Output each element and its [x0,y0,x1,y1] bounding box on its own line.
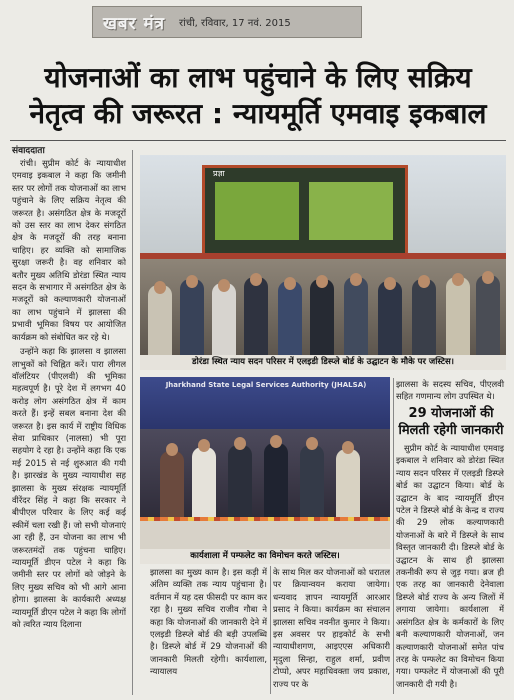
led-display-board [202,165,408,266]
headline-line-1: योजनाओं का लाभ पहुंचाने के लिए सक्रिय [44,61,472,94]
stage-area [140,429,390,521]
article-column-4 [396,442,504,692]
person-figure [278,281,302,355]
column-divider [393,378,394,694]
person-head [166,443,178,456]
masthead [92,6,362,38]
person-figure [160,451,184,521]
person-figure [244,277,268,355]
person-head [234,437,246,450]
masthead-title: खबर मंत्र [103,13,166,34]
person-figure [310,279,334,355]
person-head [350,273,362,286]
person-head [306,437,318,450]
headline-rule [10,140,506,141]
person-head [218,279,230,292]
photo-caption-2: कार्यशाला में पम्फलेट का विमोचन करते जस्टिस। [140,549,390,564]
person-figure [180,279,204,355]
person-head [250,273,262,286]
person-head [284,277,296,290]
person-head [198,439,210,452]
masthead-date: रांची, रविवार, 17 नवं. 2015 [179,18,291,29]
column-divider [132,150,133,695]
person-figure [476,275,500,355]
stage-front-table [140,521,390,549]
article-paragraph: सुप्रीम कोर्ट के न्यायाधीश एमवाइ इकबाल ने शनिवार को डोरंडा स्थित न्याय सदन परिसर में एलइडी डिस्प्ले बोर्ड का उद्घाटन किया। बोर्ड के उद्घाटन के बाद न्यायमूर्ति डीएन पटेल ने डिस्प्ले बोर्ड के केन्द्र व राज्य की 29 लोक कल्याणकारी योजनाओं के बारे में डिस्प्ले के साथ विस्तृत जानकारी दी। डिस्प्ले बोर्ड के उद्घाटन के साथ ही झालसा तकनीकी रूप से जुड़ गया। ब्रज ही एक तरह का जानकारी देनेवाला डिस्प्ले बोर्ड राज्य के अन्य जिलों में लगाया जायेगा। कार्यशाला में असंगठित क्षेत्र के कर्मकारों के लिए बनी कल्याणकारी योजनाओं, जन कल्याणकारी योजनाओं समेत पांच तरह के पम्फलेट का विमोचन किया गया। पम्फलेट में योजनाओं की पूरी जानकारी दी गयी है। [396,443,504,689]
person-figure [446,277,470,355]
person-figure [148,285,172,355]
person-figure [192,447,216,521]
article-paragraph: रांची। सुप्रीम कोर्ट के न्यायाधीश एमवाइ इकबाल ने कहा कि जमीनी स्तर पर लोगों तक योजनाओं का लाभ पहुंचाने के लिए सक्रिय नेतृत्व की जरूरत है। असंगठित क्षेत्र के मजदूरों को उस स्तर का लाभ देकर संगठित क्षेत्र के मजदूरों की तरह बनाना चाहिए। हर व्यक्ति को सामाजिक सुरक्षा जरूरी है। वह शनिवार को बतौर मुख्य अतिथि डोरंडा स्थित न्याय सदन के सभागार में असंगठित क्षेत्र के मजदूरों को कल्याणकारी योजनाओं का लाभ पहुंचाने में झालसा की प्रभावी भूमिका विषय पर आयोजित कार्यक्रम को संबोधित कर रहे थे। [12,158,126,342]
headline-line-2: नेतृत्व की जरूरत : न्यायमूर्ति एमवाइ इकबाल [29,97,487,130]
person-figure [300,445,324,521]
dignitaries-group [140,259,506,355]
person-figure [344,277,368,355]
photo-led-board-inauguration [140,155,506,355]
person-head [316,275,328,288]
person-head [452,273,464,286]
article-column-2 [150,566,267,694]
board-text: प्रज्ञा [213,169,225,178]
person-figure [336,449,360,521]
column-divider [270,566,271,694]
article-column-4-top: झालसा के सदस्य सचिव, पीएलवी सहित गणमान्य लोग उपस्थित थे। [396,379,504,402]
article-paragraph: के साथ मिल कर योजनाओं को धरातल पर क्रियान्वयन कराया जायेगा। धन्यवाद ज्ञापन न्यायमूर्ति आरआर प्रसाद ने किया। कार्यक्रम का संचालन झालसा सचिव नवनीत कुमार ने किया। इस अवसर पर हाइकोर्ट के सभी न्यायाधीशगण, आइएएस अधिकारी मृदुला सिन्हा, राहुल शर्मा, प्रवीण टोप्पो, अपर महाधिवक्ता जय प्रकाश, राज्य पर के [273,567,390,689]
person-head [186,275,198,288]
article-paragraph: उन्होंने कहा कि झालसा व झालसा लाभुकों को चिह्नित करें। पारा लीगल वॉलंटियर (पीएलवी) की भूमिका महत्वपूर्ण है। पूरे देश में लगभग 40 करोड़ लोग असंगठित क्षेत्र में काम करते हैं। इन्हें सबल बनाना देश की जरूरत है। इस कार्य में राष्ट्रीय विधिक सेवा प्राधिकार (नालसा) भी पूरा सहयोग दे रहा है। उन्होंने कहा कि एक मई 2015 से नई शुरुआत की गयी है। झारखंड के मुख्य न्यायाधीश सह झालसा के मुख्य संरक्षक न्यायमूर्ति वीरेंदर सिंह ने कहा कि सरकार ने बीपीएल परिवार के लिए कई कई स्कीमें चला रखी हैं। जो सभी योजनाएं आ रही हैं, उन योजना का लाभ भी जरूरतमंदों तक पहुंचना चाहिए। न्यायमूर्ति डीएन पटेल ने कहा कि जमीनी स्तर पर लोगों को जोड़ने के लिए मुख्य सचिव को भी आगे आना होगा। झालसा के कार्यकारी अध्यक्ष न्यायमूर्ति डीएन पटेल ने कहा कि लोगों को त्वरित न्याय दिलाना [12,346,126,630]
board-screen-left [215,182,299,240]
person-head [384,277,396,290]
headline [10,60,506,132]
person-head [342,441,354,454]
article-column-1 [12,157,126,692]
person-figure [212,283,236,355]
person-head [482,271,494,284]
person-head [270,435,282,448]
person-figure [412,279,436,355]
person-figure [264,443,288,521]
person-figure [378,281,402,355]
backdrop-text: Jharkhand State Legal Services Authority (JHALSA) [165,381,367,389]
article-column-3 [273,566,390,694]
article-paragraph: झालसा का मुख्य काम है। इस कड़ी में अंतिम व्यक्ति तक न्याय पहुंचाना है। वर्तमान में यह दस फीसदी पर काम कर रहा है। मुख्य सचिव राजीव गौबा ने कहा कि योजनाओं की जानकारी देने में एलइडी डिस्प्ले बोर्ड की बड़ी उपलब्धि है। डिस्प्ले बोर्ड में 29 योजनाओं की जानकारी मिलती रहेगी। कार्यशाला, न्यायालय [150,567,267,677]
board-screen-right [309,182,393,240]
photo-pamphlet-release [140,377,390,549]
person-head [154,281,166,294]
stage-backdrop-banner [140,377,390,429]
person-figure [228,445,252,521]
sub-headline: 29 योजनाओं की मिलती रहेगी जानकारी [398,406,504,438]
photo-caption-1: डोरंडा स्थित न्याय सदन परिसर में एलइडी डिस्प्ले बोर्ड के उद्घाटन के मौके पर जस्टिस। [140,355,506,370]
person-head [418,275,430,288]
byline: संवाददाता [12,146,45,156]
